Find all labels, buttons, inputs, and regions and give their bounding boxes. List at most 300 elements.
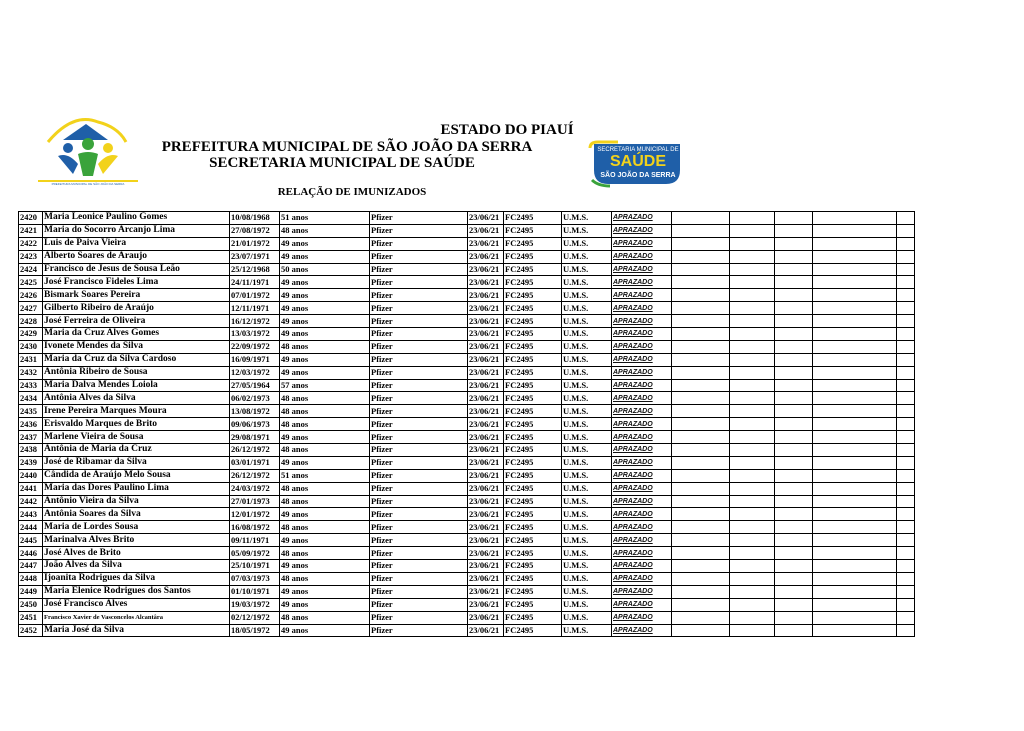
table-row bbox=[19, 340, 915, 353]
empty-cell bbox=[730, 237, 775, 250]
status-cell: APRAZADO bbox=[612, 418, 672, 431]
empty-cell bbox=[775, 276, 813, 289]
birth-date-cell: 05/09/1972 bbox=[230, 547, 280, 560]
empty-cell bbox=[813, 444, 897, 457]
empty-cell bbox=[730, 431, 775, 444]
unit-cell: U.M.S. bbox=[562, 250, 612, 263]
empty-cell bbox=[730, 315, 775, 328]
empty-cell bbox=[672, 521, 730, 534]
dose-date-cell: 23/06/21 bbox=[468, 444, 504, 457]
patient-name-cell: Irene Pereira Marques Moura bbox=[43, 405, 230, 418]
birth-date-cell: 07/01/1972 bbox=[230, 289, 280, 302]
unit-cell: U.M.S. bbox=[562, 431, 612, 444]
birth-date-cell: 12/11/1971 bbox=[230, 302, 280, 315]
unit-cell: U.M.S. bbox=[562, 315, 612, 328]
empty-cell bbox=[897, 276, 915, 289]
table-row bbox=[19, 405, 915, 418]
birth-date-cell: 19/03/1972 bbox=[230, 598, 280, 611]
row-id-cell: 2429 bbox=[19, 328, 43, 341]
table-row bbox=[19, 611, 915, 624]
empty-cell bbox=[813, 379, 897, 392]
status-cell: APRAZADO bbox=[612, 444, 672, 457]
vaccine-cell: Pfizer bbox=[370, 289, 468, 302]
empty-cell bbox=[730, 444, 775, 457]
vaccine-cell: Pfizer bbox=[370, 572, 468, 585]
lot-cell: FC2495 bbox=[504, 353, 562, 366]
empty-cell bbox=[672, 366, 730, 379]
age-cell: 49 anos bbox=[280, 250, 370, 263]
birth-date-cell: 09/06/1973 bbox=[230, 418, 280, 431]
empty-cell bbox=[897, 495, 915, 508]
vaccine-cell: Pfizer bbox=[370, 469, 468, 482]
empty-cell bbox=[672, 624, 730, 637]
patient-name-cell: José de Ribamar da Silva bbox=[43, 456, 230, 469]
empty-cell bbox=[813, 224, 897, 237]
status-cell: APRAZADO bbox=[612, 315, 672, 328]
empty-cell bbox=[897, 431, 915, 444]
city-heading: PREFEITURA MUNICIPAL DE SÃO JOÃO DA SERRA bbox=[161, 139, 533, 155]
lot-cell: FC2495 bbox=[504, 624, 562, 637]
empty-cell bbox=[813, 547, 897, 560]
empty-cell bbox=[672, 315, 730, 328]
lot-cell: FC2495 bbox=[504, 598, 562, 611]
empty-cell bbox=[813, 585, 897, 598]
empty-cell bbox=[813, 392, 897, 405]
empty-cell bbox=[775, 508, 813, 521]
row-id-cell: 2434 bbox=[19, 392, 43, 405]
birth-date-cell: 26/12/1972 bbox=[230, 444, 280, 457]
empty-cell bbox=[672, 456, 730, 469]
table-row bbox=[19, 237, 915, 250]
empty-cell bbox=[672, 353, 730, 366]
empty-cell bbox=[730, 250, 775, 263]
patient-name-cell: José Francisco Fideles Lima bbox=[43, 276, 230, 289]
saude-logo-line2: SAÚDE bbox=[609, 153, 666, 170]
dose-date-cell: 23/06/21 bbox=[468, 598, 504, 611]
empty-cell bbox=[813, 302, 897, 315]
empty-cell bbox=[775, 328, 813, 341]
table-row bbox=[19, 482, 915, 495]
empty-cell bbox=[897, 534, 915, 547]
empty-cell bbox=[813, 328, 897, 341]
lot-cell: FC2495 bbox=[504, 585, 562, 598]
table-row bbox=[19, 585, 915, 598]
table-row bbox=[19, 508, 915, 521]
empty-cell bbox=[672, 482, 730, 495]
patient-name-cell: Maria de Lordes Sousa bbox=[43, 521, 230, 534]
empty-cell bbox=[813, 534, 897, 547]
vaccine-cell: Pfizer bbox=[370, 224, 468, 237]
unit-cell: U.M.S. bbox=[562, 263, 612, 276]
empty-cell bbox=[730, 366, 775, 379]
patient-name-cell: Maria do Socorro Arcanjo Lima bbox=[43, 224, 230, 237]
empty-cell bbox=[730, 521, 775, 534]
row-id-cell: 2437 bbox=[19, 431, 43, 444]
status-cell: APRAZADO bbox=[612, 482, 672, 495]
dose-date-cell: 23/06/21 bbox=[468, 508, 504, 521]
age-cell: 48 anos bbox=[280, 547, 370, 560]
unit-cell: U.M.S. bbox=[562, 444, 612, 457]
status-cell: APRAZADO bbox=[612, 392, 672, 405]
secretariat-heading: SECRETARIA MUNICIPAL DE SAÚDE bbox=[209, 155, 475, 171]
row-id-cell: 2441 bbox=[19, 482, 43, 495]
status-cell: APRAZADO bbox=[612, 508, 672, 521]
patient-name-cell: Luis de Paiva Vieira bbox=[43, 237, 230, 250]
age-cell: 49 anos bbox=[280, 508, 370, 521]
empty-cell bbox=[730, 328, 775, 341]
unit-cell: U.M.S. bbox=[562, 482, 612, 495]
report-title: RELAÇÃO DE IMUNIZADOS bbox=[277, 186, 427, 198]
status-cell: APRAZADO bbox=[612, 469, 672, 482]
age-cell: 49 anos bbox=[280, 289, 370, 302]
age-cell: 50 anos bbox=[280, 263, 370, 276]
empty-cell bbox=[813, 431, 897, 444]
empty-cell bbox=[813, 237, 897, 250]
dose-date-cell: 23/06/21 bbox=[468, 456, 504, 469]
empty-cell bbox=[730, 379, 775, 392]
age-cell: 48 anos bbox=[280, 521, 370, 534]
vaccine-cell: Pfizer bbox=[370, 418, 468, 431]
empty-cell bbox=[897, 418, 915, 431]
table-row bbox=[19, 328, 915, 341]
empty-cell bbox=[730, 585, 775, 598]
dose-date-cell: 23/06/21 bbox=[468, 353, 504, 366]
table-row bbox=[19, 456, 915, 469]
dose-date-cell: 23/06/21 bbox=[468, 482, 504, 495]
empty-cell bbox=[897, 482, 915, 495]
vaccine-cell: Pfizer bbox=[370, 431, 468, 444]
age-cell: 48 anos bbox=[280, 444, 370, 457]
empty-cell bbox=[775, 302, 813, 315]
patient-name-cell: Maria da Cruz da Silva Cardoso bbox=[43, 353, 230, 366]
row-id-cell: 2442 bbox=[19, 495, 43, 508]
row-id-cell: 2439 bbox=[19, 456, 43, 469]
patient-name-cell: Francisco de Jesus de Sousa Leão bbox=[43, 263, 230, 276]
empty-cell bbox=[730, 353, 775, 366]
dose-date-cell: 23/06/21 bbox=[468, 237, 504, 250]
dose-date-cell: 23/06/21 bbox=[468, 534, 504, 547]
empty-cell bbox=[813, 508, 897, 521]
birth-date-cell: 06/02/1973 bbox=[230, 392, 280, 405]
row-id-cell: 2435 bbox=[19, 405, 43, 418]
empty-cell bbox=[730, 611, 775, 624]
birth-date-cell: 16/08/1972 bbox=[230, 521, 280, 534]
lot-cell: FC2495 bbox=[504, 521, 562, 534]
empty-cell bbox=[672, 224, 730, 237]
table-row bbox=[19, 418, 915, 431]
vaccine-cell: Pfizer bbox=[370, 302, 468, 315]
status-cell: APRAZADO bbox=[612, 456, 672, 469]
empty-cell bbox=[775, 534, 813, 547]
age-cell: 48 anos bbox=[280, 572, 370, 585]
dose-date-cell: 23/06/21 bbox=[468, 392, 504, 405]
empty-cell bbox=[897, 263, 915, 276]
empty-cell bbox=[813, 340, 897, 353]
vaccine-cell: Pfizer bbox=[370, 276, 468, 289]
birth-date-cell: 12/03/1972 bbox=[230, 366, 280, 379]
row-id-cell: 2422 bbox=[19, 237, 43, 250]
empty-cell bbox=[897, 353, 915, 366]
status-cell: APRAZADO bbox=[612, 431, 672, 444]
birth-date-cell: 22/09/1972 bbox=[230, 340, 280, 353]
patient-name-cell: Marlene Vieira de Sousa bbox=[43, 431, 230, 444]
table-row bbox=[19, 392, 915, 405]
lot-cell: FC2495 bbox=[504, 560, 562, 573]
empty-cell bbox=[775, 521, 813, 534]
patient-name-cell: Alberto Soares de Araujo bbox=[43, 250, 230, 263]
table-row bbox=[19, 250, 915, 263]
empty-cell bbox=[813, 598, 897, 611]
row-id-cell: 2444 bbox=[19, 521, 43, 534]
unit-cell: U.M.S. bbox=[562, 212, 612, 225]
empty-cell bbox=[672, 289, 730, 302]
empty-cell bbox=[813, 418, 897, 431]
dose-date-cell: 23/06/21 bbox=[468, 405, 504, 418]
patient-name-cell: Erisvaldo Marques de Brito bbox=[43, 418, 230, 431]
patient-name-cell: Maria José da Silva bbox=[43, 624, 230, 637]
status-cell: APRAZADO bbox=[612, 534, 672, 547]
vaccine-cell: Pfizer bbox=[370, 366, 468, 379]
row-id-cell: 2423 bbox=[19, 250, 43, 263]
age-cell: 48 anos bbox=[280, 611, 370, 624]
empty-cell bbox=[730, 482, 775, 495]
dose-date-cell: 23/06/21 bbox=[468, 611, 504, 624]
status-cell: APRAZADO bbox=[612, 237, 672, 250]
age-cell: 48 anos bbox=[280, 495, 370, 508]
patient-name-cell: José Alves de Brito bbox=[43, 547, 230, 560]
empty-cell bbox=[813, 456, 897, 469]
vaccine-cell: Pfizer bbox=[370, 379, 468, 392]
table-row bbox=[19, 431, 915, 444]
age-cell: 49 anos bbox=[280, 585, 370, 598]
row-id-cell: 2433 bbox=[19, 379, 43, 392]
unit-cell: U.M.S. bbox=[562, 469, 612, 482]
age-cell: 48 anos bbox=[280, 418, 370, 431]
birth-date-cell: 09/11/1971 bbox=[230, 534, 280, 547]
empty-cell bbox=[775, 547, 813, 560]
lot-cell: FC2495 bbox=[504, 302, 562, 315]
status-cell: APRAZADO bbox=[612, 263, 672, 276]
row-id-cell: 2447 bbox=[19, 560, 43, 573]
unit-cell: U.M.S. bbox=[562, 237, 612, 250]
empty-cell bbox=[672, 302, 730, 315]
table-row bbox=[19, 444, 915, 457]
empty-cell bbox=[775, 431, 813, 444]
vaccine-cell: Pfizer bbox=[370, 611, 468, 624]
empty-cell bbox=[730, 547, 775, 560]
unit-cell: U.M.S. bbox=[562, 547, 612, 560]
patient-name-cell: Ijoanita Rodrigues da Silva bbox=[43, 572, 230, 585]
status-cell: APRAZADO bbox=[612, 547, 672, 560]
birth-date-cell: 25/10/1971 bbox=[230, 560, 280, 573]
patient-name-cell: Maria das Dores Paulino Lima bbox=[43, 482, 230, 495]
age-cell: 57 anos bbox=[280, 379, 370, 392]
status-cell: APRAZADO bbox=[612, 585, 672, 598]
status-cell: APRAZADO bbox=[612, 598, 672, 611]
table-row bbox=[19, 598, 915, 611]
lot-cell: FC2495 bbox=[504, 340, 562, 353]
state-heading: ESTADO DO PIAUÍ bbox=[440, 122, 574, 138]
lot-cell: FC2495 bbox=[504, 315, 562, 328]
lot-cell: FC2495 bbox=[504, 495, 562, 508]
dose-date-cell: 23/06/21 bbox=[468, 366, 504, 379]
row-id-cell: 2443 bbox=[19, 508, 43, 521]
empty-cell bbox=[672, 212, 730, 225]
birth-date-cell: 07/03/1973 bbox=[230, 572, 280, 585]
vaccine-cell: Pfizer bbox=[370, 456, 468, 469]
birth-date-cell: 13/08/1972 bbox=[230, 405, 280, 418]
dose-date-cell: 23/06/21 bbox=[468, 469, 504, 482]
patient-name-cell: José Francisco Alves bbox=[43, 598, 230, 611]
vaccine-cell: Pfizer bbox=[370, 328, 468, 341]
empty-cell bbox=[775, 572, 813, 585]
empty-cell bbox=[897, 289, 915, 302]
saude-logo-line1: SECRETARIA MUNICIPAL DE bbox=[597, 147, 679, 153]
lot-cell: FC2495 bbox=[504, 611, 562, 624]
empty-cell bbox=[672, 469, 730, 482]
patient-name-cell: Maria Leonice Paulino Gomes bbox=[43, 212, 230, 225]
empty-cell bbox=[775, 560, 813, 573]
table-row bbox=[19, 379, 915, 392]
patient-name-cell: João Alves da Silva bbox=[43, 560, 230, 573]
row-id-cell: 2430 bbox=[19, 340, 43, 353]
lot-cell: FC2495 bbox=[504, 418, 562, 431]
empty-cell bbox=[730, 572, 775, 585]
birth-date-cell: 01/10/1971 bbox=[230, 585, 280, 598]
immunized-table bbox=[18, 211, 915, 637]
empty-cell bbox=[775, 212, 813, 225]
age-cell: 49 anos bbox=[280, 315, 370, 328]
empty-cell bbox=[813, 482, 897, 495]
status-cell: APRAZADO bbox=[612, 276, 672, 289]
unit-cell: U.M.S. bbox=[562, 418, 612, 431]
status-cell: APRAZADO bbox=[612, 560, 672, 573]
birth-date-cell: 27/01/1973 bbox=[230, 495, 280, 508]
empty-cell bbox=[897, 508, 915, 521]
lot-cell: FC2495 bbox=[504, 289, 562, 302]
status-cell: APRAZADO bbox=[612, 289, 672, 302]
secretaria-saude-logo bbox=[588, 140, 686, 188]
dose-date-cell: 23/06/21 bbox=[468, 263, 504, 276]
unit-cell: U.M.S. bbox=[562, 302, 612, 315]
empty-cell bbox=[672, 328, 730, 341]
table-row bbox=[19, 534, 915, 547]
table-body bbox=[19, 212, 915, 637]
empty-cell bbox=[813, 611, 897, 624]
empty-cell bbox=[897, 224, 915, 237]
empty-cell bbox=[813, 560, 897, 573]
unit-cell: U.M.S. bbox=[562, 585, 612, 598]
table-row bbox=[19, 547, 915, 560]
table-row bbox=[19, 315, 915, 328]
lot-cell: FC2495 bbox=[504, 237, 562, 250]
row-id-cell: 2432 bbox=[19, 366, 43, 379]
lot-cell: FC2495 bbox=[504, 250, 562, 263]
row-id-cell: 2426 bbox=[19, 289, 43, 302]
status-cell: APRAZADO bbox=[612, 405, 672, 418]
birth-date-cell: 12/01/1972 bbox=[230, 508, 280, 521]
birth-date-cell: 29/08/1971 bbox=[230, 431, 280, 444]
birth-date-cell: 27/08/1972 bbox=[230, 224, 280, 237]
status-cell: APRAZADO bbox=[612, 328, 672, 341]
empty-cell bbox=[813, 315, 897, 328]
status-cell: APRAZADO bbox=[612, 212, 672, 225]
vaccine-cell: Pfizer bbox=[370, 250, 468, 263]
dose-date-cell: 23/06/21 bbox=[468, 328, 504, 341]
dose-date-cell: 23/06/21 bbox=[468, 572, 504, 585]
unit-cell: U.M.S. bbox=[562, 624, 612, 637]
patient-name-cell: Francisco Xavier de Vasconcelos Alcantâra bbox=[43, 611, 230, 624]
row-id-cell: 2425 bbox=[19, 276, 43, 289]
empty-cell bbox=[897, 250, 915, 263]
empty-cell bbox=[730, 212, 775, 225]
age-cell: 49 anos bbox=[280, 456, 370, 469]
dose-date-cell: 23/06/21 bbox=[468, 624, 504, 637]
table-row bbox=[19, 276, 915, 289]
vaccine-cell: Pfizer bbox=[370, 598, 468, 611]
empty-cell bbox=[897, 237, 915, 250]
lot-cell: FC2495 bbox=[504, 366, 562, 379]
vaccine-cell: Pfizer bbox=[370, 495, 468, 508]
vaccine-cell: Pfizer bbox=[370, 624, 468, 637]
empty-cell bbox=[813, 250, 897, 263]
empty-cell bbox=[775, 237, 813, 250]
vaccine-cell: Pfizer bbox=[370, 444, 468, 457]
vaccine-cell: Pfizer bbox=[370, 534, 468, 547]
dose-date-cell: 23/06/21 bbox=[468, 431, 504, 444]
birth-date-cell: 18/05/1972 bbox=[230, 624, 280, 637]
vaccine-cell: Pfizer bbox=[370, 392, 468, 405]
empty-cell bbox=[672, 508, 730, 521]
empty-cell bbox=[730, 340, 775, 353]
empty-cell bbox=[672, 237, 730, 250]
status-cell: APRAZADO bbox=[612, 495, 672, 508]
row-id-cell: 2452 bbox=[19, 624, 43, 637]
empty-cell bbox=[897, 585, 915, 598]
row-id-cell: 2450 bbox=[19, 598, 43, 611]
table-row bbox=[19, 469, 915, 482]
patient-name-cell: Maria da Cruz Alves Gomes bbox=[43, 328, 230, 341]
dose-date-cell: 23/06/21 bbox=[468, 547, 504, 560]
empty-cell bbox=[897, 624, 915, 637]
age-cell: 48 anos bbox=[280, 482, 370, 495]
vaccine-cell: Pfizer bbox=[370, 560, 468, 573]
empty-cell bbox=[775, 624, 813, 637]
status-cell: APRAZADO bbox=[612, 624, 672, 637]
vaccine-cell: Pfizer bbox=[370, 508, 468, 521]
empty-cell bbox=[775, 379, 813, 392]
table-row bbox=[19, 560, 915, 573]
empty-cell bbox=[672, 572, 730, 585]
vaccine-cell: Pfizer bbox=[370, 212, 468, 225]
table-row bbox=[19, 521, 915, 534]
patient-name-cell: Bismark Soares Pereira bbox=[43, 289, 230, 302]
lot-cell: FC2495 bbox=[504, 224, 562, 237]
row-id-cell: 2424 bbox=[19, 263, 43, 276]
lot-cell: FC2495 bbox=[504, 508, 562, 521]
table-row bbox=[19, 624, 915, 637]
lot-cell: FC2495 bbox=[504, 456, 562, 469]
lot-cell: FC2495 bbox=[504, 276, 562, 289]
patient-name-cell: Maria Dalva Mendes Loiola bbox=[43, 379, 230, 392]
unit-cell: U.M.S. bbox=[562, 572, 612, 585]
empty-cell bbox=[672, 611, 730, 624]
lot-cell: FC2495 bbox=[504, 547, 562, 560]
empty-cell bbox=[813, 572, 897, 585]
birth-date-cell: 13/03/1972 bbox=[230, 328, 280, 341]
age-cell: 49 anos bbox=[280, 353, 370, 366]
empty-cell bbox=[775, 366, 813, 379]
